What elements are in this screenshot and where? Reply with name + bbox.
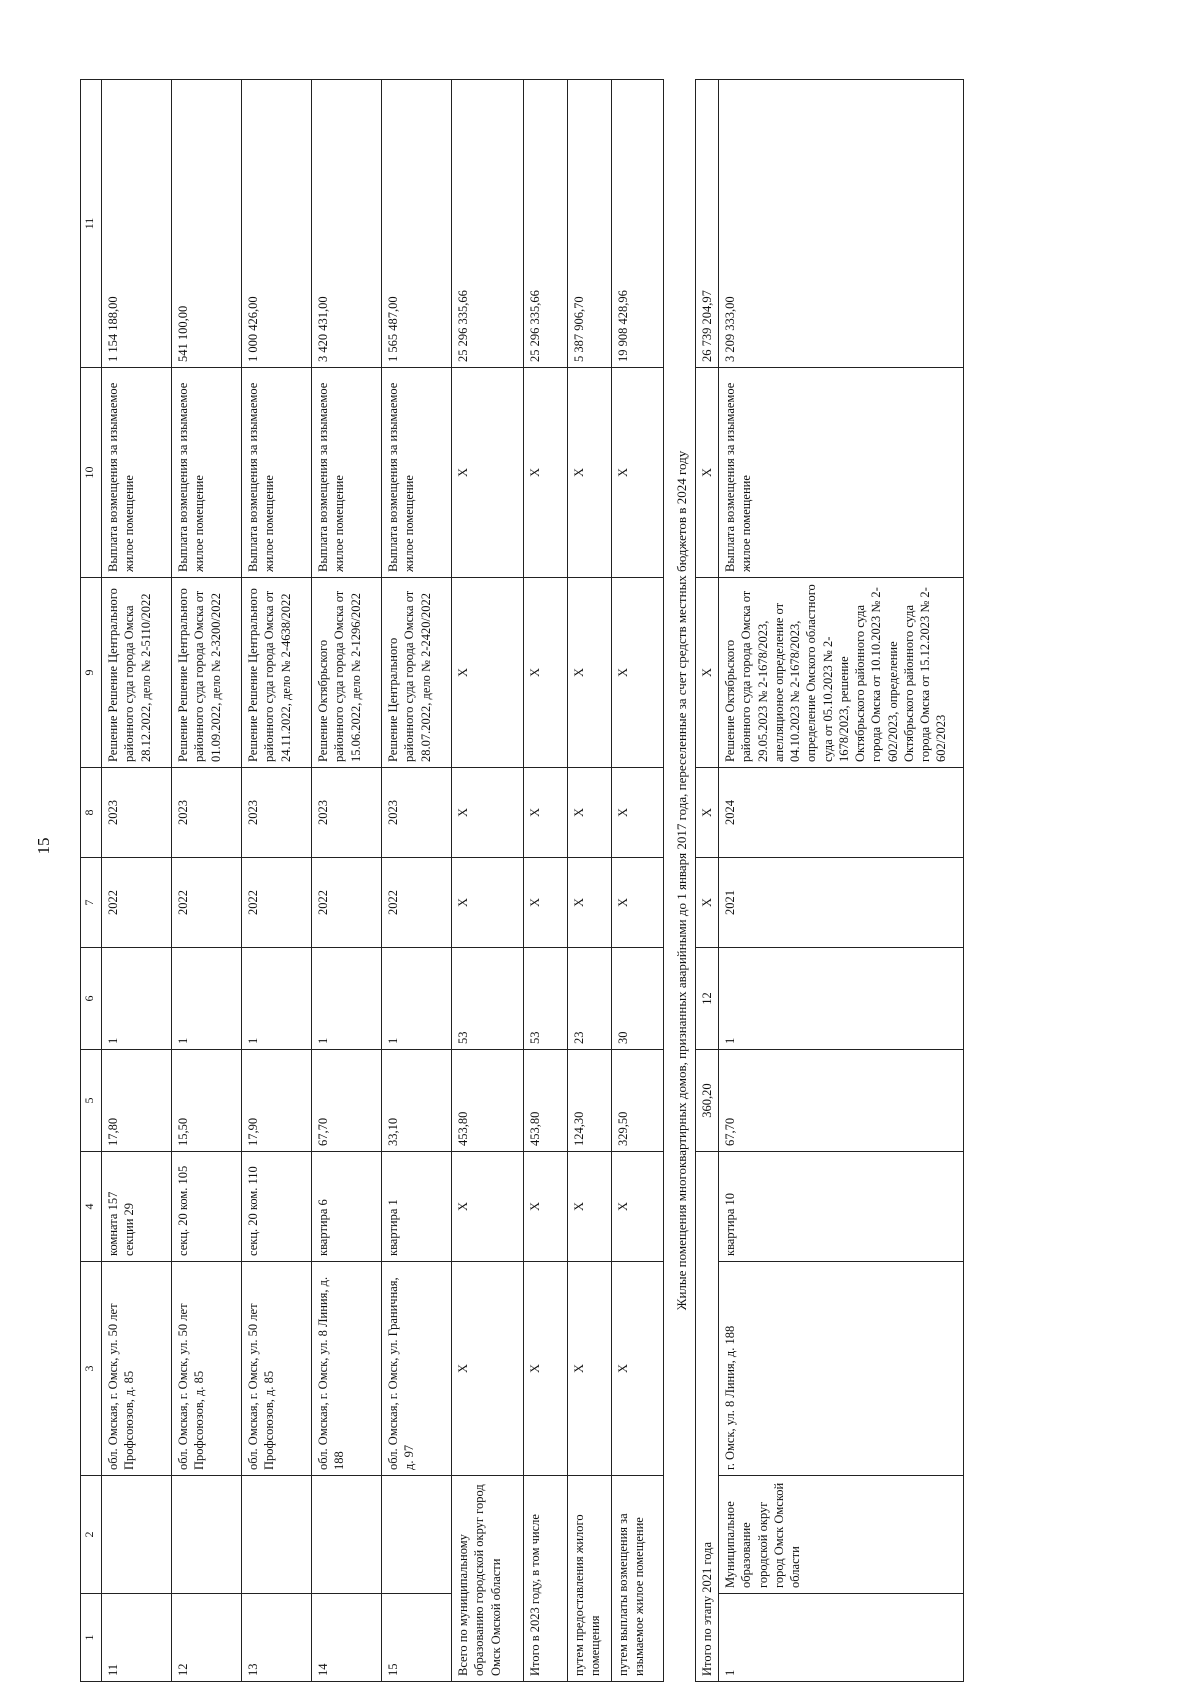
total-row xyxy=(568,80,612,1682)
persons-cell: 1 xyxy=(242,948,312,1050)
total-c7: X xyxy=(524,858,568,948)
total-area: 453,80 xyxy=(524,1050,568,1152)
row-number: 1 xyxy=(719,1594,964,1682)
year-recognized-cell: 2022 xyxy=(172,858,242,948)
court-decision-cell: Решение Центрального районного суда города Омска от 28.07.2022, дело № 2-2420/2022 xyxy=(382,578,452,768)
total-c3: X xyxy=(568,1262,612,1476)
total-amount: 5 387 906,70 xyxy=(568,80,612,368)
municipality-cell xyxy=(242,1476,312,1594)
municipality-cell xyxy=(382,1476,452,1594)
header-col-2: 2 xyxy=(81,1476,102,1594)
total-c8: X xyxy=(612,768,664,858)
persons-cell: 1 xyxy=(312,948,382,1050)
address-cell: г. Омск, ул. 8 Линия, д. 188 xyxy=(719,1262,964,1476)
total-c4: X xyxy=(524,1152,568,1262)
stage-total-c8: X xyxy=(695,768,718,858)
amount-cell: 3 420 431,00 xyxy=(312,80,382,368)
total-c7: X xyxy=(452,858,524,948)
amount-cell: 541 100,00 xyxy=(172,80,242,368)
header-col-3: 3 xyxy=(81,1262,102,1476)
total-label: Итого в 2023 году, в том числе xyxy=(524,1476,568,1682)
stage-total-area: 360,20 xyxy=(695,1050,718,1152)
total-row xyxy=(452,80,524,1682)
header-col-4: 4 xyxy=(81,1152,102,1262)
total-c7: X xyxy=(612,858,664,948)
total-c8: X xyxy=(524,768,568,858)
address-cell: обл. Омская, г. Омск, ул. 8 Линия, д. 188 xyxy=(312,1262,382,1476)
persons-cell: 1 xyxy=(382,948,452,1050)
premises-cell: секц. 20 ком. 105 xyxy=(172,1152,242,1262)
total-area: 453,80 xyxy=(452,1050,524,1152)
year-resettled-cell: 2023 xyxy=(312,768,382,858)
total-area: 329,50 xyxy=(612,1050,664,1152)
total-c8: X xyxy=(452,768,524,858)
address-cell: обл. Омская, г. Омск, ул. 50 лет Профсоюзов, д. 85 xyxy=(172,1262,242,1476)
total-c10: X xyxy=(568,368,612,578)
premises-cell: квартира 10 xyxy=(719,1152,964,1262)
row-number: 15 xyxy=(382,1594,452,1682)
total-c3: X xyxy=(524,1262,568,1476)
total-c8: X xyxy=(568,768,612,858)
column-number-header xyxy=(81,80,102,1682)
address-cell: обл. Омская, г. Омск, ул. 50 лет Профсоюзов, д. 85 xyxy=(102,1262,172,1476)
header-col-1: 1 xyxy=(81,1594,102,1682)
area-cell: 17,90 xyxy=(242,1050,312,1152)
header-col-5: 5 xyxy=(81,1050,102,1152)
header-col-7: 7 xyxy=(81,858,102,948)
stage-total-label: Итого по этапу 2021 года xyxy=(695,1152,718,1682)
year-recognized-cell: 2022 xyxy=(102,858,172,948)
header-col-8: 8 xyxy=(81,768,102,858)
total-c10: X xyxy=(612,368,664,578)
premises-cell: комната 157 секции 29 xyxy=(102,1152,172,1262)
total-row xyxy=(612,80,664,1682)
year-recognized-cell: 2022 xyxy=(382,858,452,948)
total-c3: X xyxy=(612,1262,664,1476)
total-c9: X xyxy=(524,578,568,768)
total-c10: X xyxy=(524,368,568,578)
stage-total-row xyxy=(695,80,718,1682)
court-decision-cell: Решение Октябрьского районного суда города Омска от 15.06.2022, дело № 2-1296/2022 xyxy=(312,578,382,768)
total-label: Всего по муниципальному образованию городской округ город Омск Омской области xyxy=(452,1476,524,1682)
stage-total-c7: X xyxy=(695,858,718,948)
total-row xyxy=(524,80,568,1682)
table-row xyxy=(242,80,312,1682)
page-number: 15 xyxy=(34,837,53,855)
year-recognized-cell: 2022 xyxy=(312,858,382,948)
stage-total-c9: X xyxy=(695,578,718,768)
year-resettled-cell: 2023 xyxy=(102,768,172,858)
persons-cell: 1 xyxy=(172,948,242,1050)
table-row xyxy=(102,80,172,1682)
year-resettled-cell: 2023 xyxy=(242,768,312,858)
premises-cell: секц. 20 ком. 110 xyxy=(242,1152,312,1262)
total-label: путем выплаты возмещения за изымаемое жилое помещение xyxy=(612,1476,664,1682)
total-c4: X xyxy=(568,1152,612,1262)
amount-cell: 3 209 333,00 xyxy=(719,80,964,368)
total-area: 124,30 xyxy=(568,1050,612,1152)
total-c10: X xyxy=(452,368,524,578)
method-cell: Выплата возмещения за изымаемое жилое помещение xyxy=(172,368,242,578)
section-title: Жилые помещения многоквартирных домов, признанных аварийными до 1 января 2017 года, переселенные за счет средств местных бюджетов в 2024 году xyxy=(664,80,696,1682)
total-c4: X xyxy=(452,1152,524,1262)
method-cell: Выплата возмещения за изымаемое жилое помещение xyxy=(382,368,452,578)
total-amount: 19 908 428,96 xyxy=(612,80,664,368)
address-cell: обл. Омская, г. Омск, ул. 50 лет Профсоюзов, д. 85 xyxy=(242,1262,312,1476)
header-col-9: 9 xyxy=(81,578,102,768)
table-row xyxy=(172,80,242,1682)
court-decision-cell: Решение Решение Центрального районного суда города Омска от 24.11.2022, дело № 2-4638/2022 xyxy=(242,578,312,768)
area-cell: 17,80 xyxy=(102,1050,172,1152)
total-persons: 53 xyxy=(524,948,568,1050)
method-cell: Выплата возмещения за изымаемое жилое помещение xyxy=(719,368,964,578)
year-recognized-cell: 2021 xyxy=(719,858,964,948)
row-number: 13 xyxy=(242,1594,312,1682)
row-number: 11 xyxy=(102,1594,172,1682)
stage-total-persons: 12 xyxy=(695,948,718,1050)
total-persons: 23 xyxy=(568,948,612,1050)
area-cell: 33,10 xyxy=(382,1050,452,1152)
section-title-row xyxy=(664,80,696,1682)
address-cell: обл. Омская, г. Омск, ул. Граничная, д. 97 xyxy=(382,1262,452,1476)
court-decision-cell: Решение Решение Центрального районного суда города Омска 28.12.2022, дело № 2-5110/2022 xyxy=(102,578,172,768)
row-number: 12 xyxy=(172,1594,242,1682)
table-row xyxy=(312,80,382,1682)
total-c9: X xyxy=(612,578,664,768)
table-row xyxy=(382,80,452,1682)
total-persons: 53 xyxy=(452,948,524,1050)
rotated-table-container xyxy=(80,80,1100,1682)
area-cell: 67,70 xyxy=(719,1050,964,1152)
premises-cell: квартира 1 xyxy=(382,1152,452,1262)
total-label: путем предоставления жилого помещения xyxy=(568,1476,612,1682)
method-cell: Выплата возмещения за изымаемое жилое помещение xyxy=(242,368,312,578)
total-persons: 30 xyxy=(612,948,664,1050)
total-c4: X xyxy=(612,1152,664,1262)
municipality-cell xyxy=(312,1476,382,1594)
header-col-11: 11 xyxy=(81,80,102,368)
total-c9: X xyxy=(452,578,524,768)
stage-total-amount: 26 739 204,97 xyxy=(695,80,718,368)
method-cell: Выплата возмещения за изымаемое жилое помещение xyxy=(312,368,382,578)
total-c3: X xyxy=(452,1262,524,1476)
row-number: 14 xyxy=(312,1594,382,1682)
amount-cell: 1 154 188,00 xyxy=(102,80,172,368)
court-decision-cell: Решение Октябрьского районного суда города Омска от 29.05.2023 № 2-1678/2023, апелляционое определение от 04.10.2023 № 2-1678/2023, определение Омского областного суда от 05.10.2023 № 2-1678/2023, решение Октябрьского районного суда города Омска от 10.10.2023 № 2-602/2023, определение Октябрьского районного суда города Омска от 15.12.2023 № 2-602/2023 xyxy=(719,578,964,768)
amount-cell: 1 565 487,00 xyxy=(382,80,452,368)
area-cell: 15,50 xyxy=(172,1050,242,1152)
stage-total-c10: X xyxy=(695,368,718,578)
municipality-cell: Муниципальное образование городской округ город Омск Омской области xyxy=(719,1476,964,1594)
table-row xyxy=(719,80,964,1682)
total-amount: 25 296 335,66 xyxy=(524,80,568,368)
total-c7: X xyxy=(568,858,612,948)
method-cell: Выплата возмещения за изымаемое жилое помещение xyxy=(102,368,172,578)
municipality-cell xyxy=(172,1476,242,1594)
year-resettled-cell: 2024 xyxy=(719,768,964,858)
year-resettled-cell: 2023 xyxy=(382,768,452,858)
year-recognized-cell: 2022 xyxy=(242,858,312,948)
premises-cell: квартира 6 xyxy=(312,1152,382,1262)
area-cell: 67,70 xyxy=(312,1050,382,1152)
header-col-6: 6 xyxy=(81,948,102,1050)
year-resettled-cell: 2023 xyxy=(172,768,242,858)
resettlement-table xyxy=(80,79,964,1682)
total-amount: 25 296 335,66 xyxy=(452,80,524,368)
header-col-10: 10 xyxy=(81,368,102,578)
municipality-cell xyxy=(102,1476,172,1594)
amount-cell: 1 000 426,00 xyxy=(242,80,312,368)
persons-cell: 1 xyxy=(719,948,964,1050)
persons-cell: 1 xyxy=(102,948,172,1050)
court-decision-cell: Решение Решение Центрального районного суда города Омска от 01.09.2022, дело № 2-3200/2022 xyxy=(172,578,242,768)
total-c9: X xyxy=(568,578,612,768)
